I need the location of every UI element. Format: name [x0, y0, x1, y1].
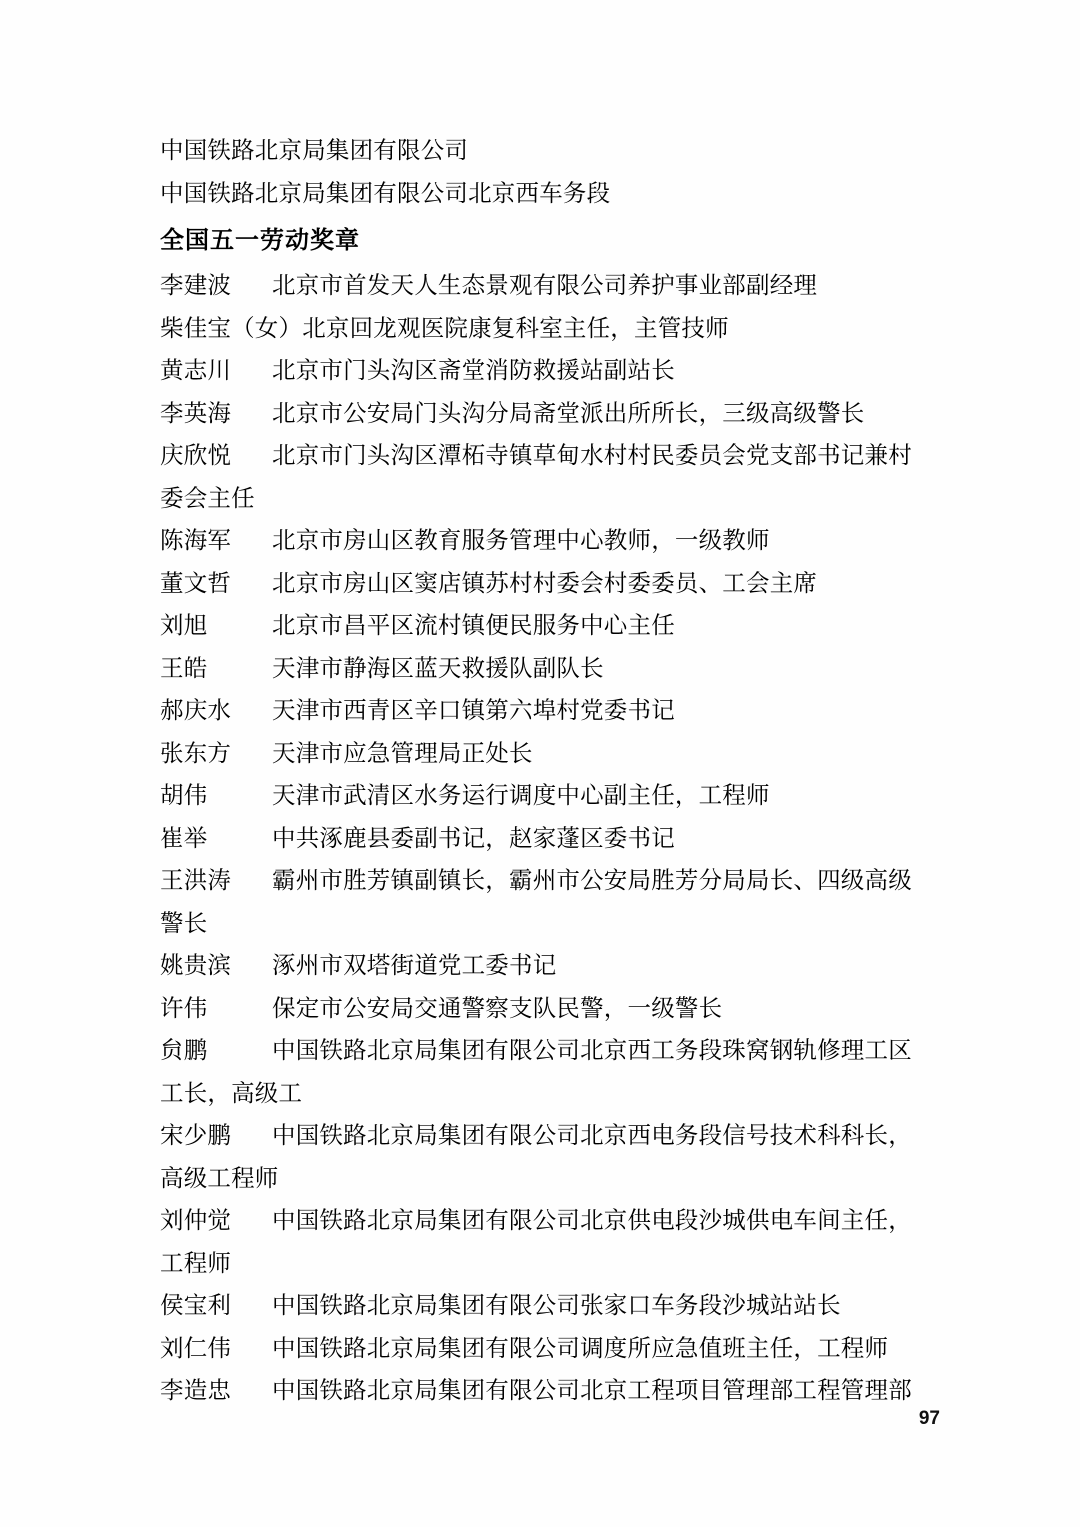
award-entry [160, 1030, 930, 1115]
recipient-name: 李英海 [160, 400, 232, 427]
recipient-title: 保定市公安局交通警察支队民警，一级警长 [272, 995, 723, 1022]
award-entry [160, 648, 930, 691]
recipient-name: 柴佳宝（女） [160, 315, 303, 342]
recipient-title: 北京市门头沟区斋堂消防救援站副站长 [272, 358, 675, 384]
award-entry [160, 988, 930, 1031]
recipient-title: 北京市昌平区流村镇便民服务中心主任 [272, 613, 675, 639]
recipient-title: 天津市静海区蓝天救援队副队长 [272, 655, 604, 682]
recipient-title: 北京市首发天人生态景观有限公司养护事业部副经理 [272, 273, 818, 299]
award-entry [160, 265, 930, 308]
award-entry [160, 308, 930, 351]
award-entry [160, 860, 930, 945]
recipient-title: 北京市房山区教育服务管理中心教师，一级教师 [272, 528, 770, 554]
award-entry [160, 945, 930, 988]
recipient-title: 霸州市胜芳镇副镇长，霸州市公安局胜芳分局局长、四级高级警长 [160, 868, 912, 937]
recipient-title: 中共涿鹿县委副书记，赵家蓬区委书记 [272, 825, 675, 852]
recipient-title: 北京回龙观医院康复科室主任，主管技师 [302, 315, 729, 342]
award-entry [160, 350, 930, 393]
recipient-name: 张东方 [160, 740, 232, 767]
award-entry [160, 1370, 930, 1413]
recipient-name: 王洪涛 [160, 868, 232, 894]
recipient-title: 北京市门头沟区潭柘寺镇草甸水村村民委员会党支部书记兼村委会主任 [160, 443, 912, 512]
recipient-title: 中国铁路北京局集团有限公司北京工程项目管理部工程管理部 [272, 1378, 912, 1404]
recipient-title: 中国铁路北京局集团有限公司北京西工务段珠窝钢轨修理工区工长，高级工 [160, 1038, 912, 1107]
recipient-name: 陈海军 [160, 528, 232, 554]
page-number: 97 [918, 1408, 940, 1429]
recipient-name: 王皓 [160, 655, 208, 682]
recipient-title: 中国铁路北京局集团有限公司北京供电段沙城供电车间主任，工程师 [160, 1208, 912, 1277]
award-entry [160, 1200, 930, 1285]
recipient-name: 刘旭 [160, 613, 208, 639]
recipient-name: 李建波 [160, 273, 232, 299]
award-entry [160, 1285, 930, 1328]
recipient-name: 胡伟 [160, 783, 208, 809]
recipient-name: 刘仲觉 [160, 1208, 232, 1234]
award-entry [160, 435, 930, 520]
recipient-title: 天津市武清区水务运行调度中心副主任，工程师 [272, 783, 770, 809]
recipient-title: 天津市西青区辛口镇第六埠村党委书记 [272, 698, 675, 724]
recipient-name: 李造忠 [160, 1378, 232, 1404]
award-entry [160, 520, 930, 563]
recipient-name: 贠鹏 [160, 1038, 208, 1064]
recipient-name: 黄志川 [160, 358, 232, 384]
document-body [160, 130, 930, 1413]
recipient-name: 许伟 [160, 995, 208, 1022]
recipient-title: 天津市应急管理局正处长 [272, 740, 533, 767]
award-entry [160, 818, 930, 861]
award-entry [160, 563, 930, 606]
award-entry [160, 690, 930, 733]
award-entry [160, 1328, 930, 1371]
recipient-title: 中国铁路北京局集团有限公司北京西电务段信号技术科科长，高级工程师 [160, 1123, 912, 1192]
recipient-name: 宋少鹏 [160, 1123, 232, 1149]
award-entry [160, 605, 930, 648]
award-entry [160, 733, 930, 776]
recipient-title: 涿州市双塔街道党工委书记 [272, 953, 557, 979]
recipient-name: 庆欣悦 [160, 443, 232, 469]
recipient-name: 郝庆水 [160, 698, 232, 724]
recipient-title: 北京市公安局门头沟分局斋堂派出所所长，三级高级警长 [272, 400, 865, 427]
award-entry [160, 393, 930, 436]
org-line-1: 中国铁路北京局集团有限公司 [160, 138, 469, 164]
recipient-title: 中国铁路北京局集团有限公司张家口车务段沙城站站长 [272, 1293, 841, 1319]
recipient-name: 刘仁伟 [160, 1335, 232, 1362]
org-line-2: 中国铁路北京局集团有限公司北京西车务段 [160, 180, 611, 207]
recipient-name: 侯宝利 [160, 1293, 232, 1319]
recipient-title: 北京市房山区窦店镇苏村村委会村委委员、工会主席 [272, 570, 818, 597]
award-entry [160, 775, 930, 818]
award-entry [160, 1115, 930, 1200]
recipient-name: 董文哲 [160, 570, 232, 597]
recipient-title: 中国铁路北京局集团有限公司调度所应急值班主任，工程师 [272, 1335, 889, 1362]
section-heading: 全国五一劳动奖章 [160, 228, 360, 254]
recipient-name: 姚贵滨 [160, 953, 232, 979]
recipient-name: 崔举 [160, 825, 208, 852]
